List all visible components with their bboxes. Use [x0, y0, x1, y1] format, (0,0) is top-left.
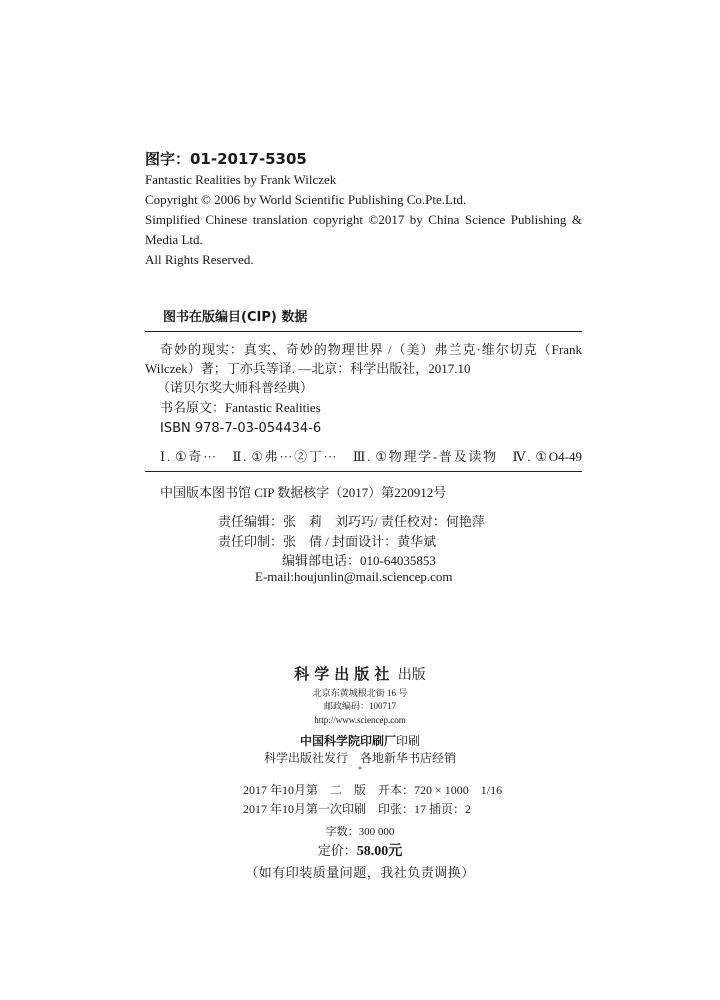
- production-credits: 责任印制：张 倩 / 封面设计：黄华斌: [218, 534, 437, 549]
- cip-line: 奇妙的现实：真实、奇妙的物理世界 /（美）弗兰克·维尔切克（Frank: [160, 342, 582, 357]
- edition-info: 2017 年10月第 二 版 开本：720 × 1000 1/16: [243, 783, 503, 797]
- publish-word: 出版: [397, 668, 426, 683]
- publisher-address: 北京东黄城根北街 16 号: [312, 688, 408, 698]
- separator-star: *: [358, 765, 362, 774]
- copyright-line: Fantastic Realities by Frank Wilczek: [145, 172, 337, 187]
- print-word: 印刷: [396, 734, 421, 748]
- publisher-url: http://www.sciencep.com: [314, 715, 406, 725]
- copyright-line: Simplified Chinese translation copyright ©2017 by China Science Publishing &: [145, 212, 582, 227]
- printer-logo: 中国科学院印刷厂: [299, 734, 396, 748]
- publisher-logo: 科学出版社: [294, 665, 395, 683]
- cip-line: 书名原文：Fantastic Realities: [160, 400, 321, 415]
- price-label: 定价：: [317, 843, 357, 858]
- cip-line: （诺贝尔奖大师科普经典）: [157, 380, 314, 395]
- printer-line: [0, 732, 720, 749]
- cip-top-rule: [145, 331, 582, 332]
- editorial-email: E-mail:houjunlin@mail.sciencep.com: [255, 569, 453, 584]
- word-count: 字数：300 000: [325, 826, 395, 838]
- cip-classification: Ⅰ. ①奇··· Ⅱ. ①弗···②丁··· Ⅲ. ①物理学-普及读物 Ⅳ. ①O4-49: [160, 449, 582, 464]
- copyright-line: Copyright © 2006 by World Scientific Publishing Co.Pte.Ltd.: [145, 192, 467, 207]
- postal-code: 邮政编码：100717: [323, 701, 396, 711]
- cip-line: Wilczek）著；丁亦兵等译. —北京：科学出版社，2017.10: [145, 361, 471, 376]
- price-line: [0, 840, 720, 860]
- editor-credits: 责任编辑：张 莉 刘巧巧/ 责任校对：何艳萍: [218, 514, 485, 529]
- printing-info: 2017 年10月第一次印刷 印张：17 插页：2: [243, 802, 472, 816]
- registration-number: 图字：01-2017-5305: [145, 150, 307, 168]
- quality-notice: （如有印装质量问题，我社负责调换）: [245, 865, 475, 880]
- copyright-line: Media Ltd.: [145, 232, 203, 247]
- editorial-phone: 编辑部电话：010-64035853: [282, 553, 436, 568]
- cip-data-number: 中国版本图书馆 CIP 数据核字（2017）第220912号: [160, 485, 447, 500]
- cip-isbn: ISBN 978-7-03-054434-6: [160, 421, 322, 436]
- cip-title: 图书在版编目(CIP) 数据: [163, 310, 308, 325]
- price-value: 58.00元: [356, 844, 403, 859]
- publisher-line: [0, 663, 720, 684]
- distribution-line: 科学出版社发行 各地新华书店经销: [263, 751, 456, 765]
- cip-bottom-rule: [145, 471, 582, 472]
- copyright-line: All Rights Reserved.: [145, 252, 254, 267]
